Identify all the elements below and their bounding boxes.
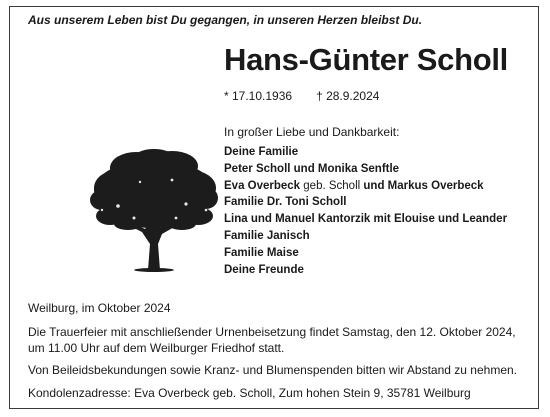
mourner-line: Lina und Manuel Kantorzik mit Elouise und Leander xyxy=(224,213,508,226)
flowers-request: Von Beileidsbekundungen sowie Kranz- und Blumenspenden bitten wir Abstand zu nehmen. xyxy=(28,363,517,377)
mourner-line: Familie Dr. Toni Scholl xyxy=(224,196,347,209)
mourner-line: Deine Freunde xyxy=(224,263,304,276)
mourner-line: Deine Familie xyxy=(224,146,299,158)
funeral-info-line: Die Trauerfeier mit anschließender Urnenbeisetzung findet Samstag, den 12. Oktober 2024, xyxy=(28,325,516,339)
intro-line: In großer Liebe und Dankbarkeit: xyxy=(224,125,400,139)
funeral-info-line: um 11.00 Uhr auf dem Weilburger Friedhof statt. xyxy=(28,341,285,355)
condolence-address: Kondolenzadresse: Eva Overbeck geb. Scholl, Zum hohen Stein 9, 35781 Weilburg xyxy=(28,386,471,400)
mourner-line: Familie Janisch xyxy=(224,229,310,242)
mourner-line: Familie Maise xyxy=(224,246,299,259)
funeral-info xyxy=(28,324,516,356)
mourners-list xyxy=(224,144,507,278)
death-date: † 28.9.2024 xyxy=(316,89,380,103)
mourner-line xyxy=(224,178,507,195)
place-and-date: Weilburg, im Oktober 2024 xyxy=(28,301,171,315)
mourner-maiden-name: geb. Scholl xyxy=(300,179,364,192)
birth-date: * 17.10.1936 xyxy=(224,89,293,103)
motto: Aus unserem Leben bist Du gegangen, in unseren Herzen bleibst Du. xyxy=(28,13,423,27)
mourner-name: und Markus Overbeck xyxy=(363,179,484,192)
tree-icon xyxy=(88,148,220,272)
mourner-name: Eva Overbeck xyxy=(224,179,301,192)
mourner-line: Peter Scholl und Monika Senftle xyxy=(224,162,400,175)
life-dates xyxy=(224,89,379,103)
deceased-name: Hans-Günter Scholl xyxy=(224,42,508,77)
